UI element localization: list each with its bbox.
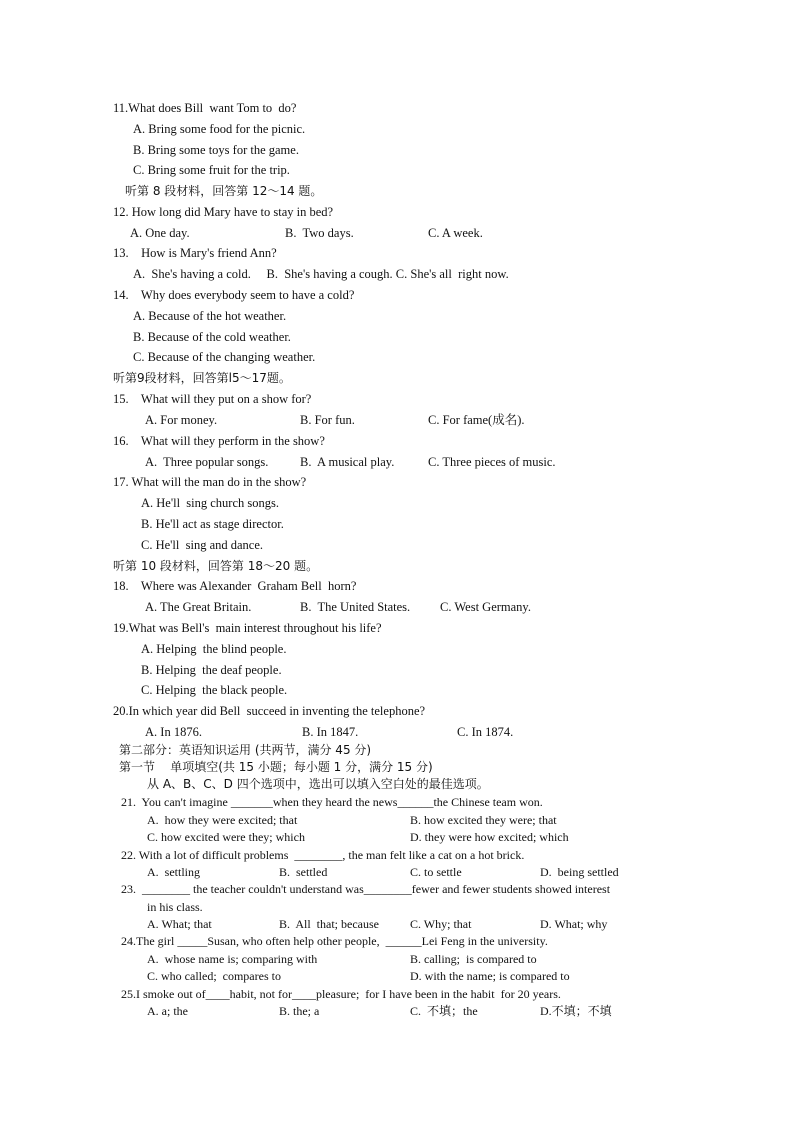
- option-14b: B. Because of the cold weather.: [133, 330, 291, 344]
- question-23-continued: in his class.: [147, 900, 203, 914]
- option-21c: C. how excited were they; which: [147, 830, 305, 844]
- option-18b: B. The United States.: [300, 600, 411, 614]
- option-22b: B. settled: [279, 865, 328, 879]
- option-22c: C. to settle: [410, 865, 462, 879]
- question-17: 17. What will the man do in the show?: [113, 475, 307, 489]
- option-25a: A. a; the: [147, 1004, 188, 1018]
- question-21: 21. You can't imagine _______when they heard the news______the Chinese team won.: [121, 795, 543, 809]
- question-15: 15. What will they put on a show for?: [113, 392, 312, 406]
- option-17c: C. He'll sing and dance.: [141, 538, 264, 552]
- option-20b: B. In 1847.: [302, 725, 359, 739]
- question-12: 12. How long did Mary have to stay in bed?: [113, 205, 334, 219]
- option-23d: D. What; why: [540, 917, 608, 931]
- question-14: 14. Why does everybody seem to have a cold?: [113, 288, 355, 302]
- option-19c: C. Helping the black people.: [141, 683, 288, 697]
- option-14a: A. Because of the hot weather.: [133, 309, 287, 323]
- option-15b: B. For fun.: [300, 413, 355, 427]
- option-18c: C. West Germany.: [440, 600, 531, 614]
- section-instruction-10: 听第 10 段材料，回答第 18～20 题。: [113, 559, 319, 573]
- option-12a: A. One day.: [130, 226, 190, 240]
- option-24c: C. who called; compares to: [147, 969, 281, 983]
- option-23a: A. What; that: [147, 917, 212, 931]
- question-23: 23. ________ the teacher couldn't understand was________fewer and fewer students showed interest: [121, 882, 611, 896]
- option-25d: D.不填；不填: [540, 1004, 612, 1018]
- option-17a: A. He'll sing church songs.: [141, 496, 280, 510]
- option-15c: C. For fame(成名).: [428, 413, 525, 427]
- option-14c: C. Because of the changing weather.: [133, 350, 316, 364]
- section-instruction-9: 听第9段材料，回答第l5～17题。: [113, 371, 291, 385]
- option-19a: A. Helping the blind people.: [141, 642, 287, 656]
- question-19: 19.What was Bell's main interest throughout his life?: [113, 621, 382, 635]
- options-13: A. She's having a cold. B. She's having a cough. C. She's all right now.: [133, 267, 509, 281]
- option-19b: B. Helping the deaf people.: [141, 663, 282, 677]
- option-17b: B. He'll act as stage director.: [141, 517, 284, 531]
- option-11a: A. Bring some food for the picnic.: [133, 122, 306, 136]
- section-instruction-8: 听第 8 段材料，回答第 12～14 题。: [125, 184, 323, 198]
- question-22: 22. With a lot of difficult problems ________, the man felt like a cat on a hot brick.: [121, 848, 525, 862]
- question-18: 18. Where was Alexander Graham Bell horn?: [113, 579, 357, 593]
- option-21b: B. how excited they were; that: [410, 813, 557, 827]
- option-20a: A. In 1876.: [145, 725, 202, 739]
- section-one-instruction: 从 A、B、C、D 四个选项中，选出可以填入空白处的最佳选项。: [147, 777, 489, 791]
- question-13: 13. How is Mary's friend Ann?: [113, 246, 277, 260]
- question-11: 11.What does Bill want Tom to do?: [113, 101, 297, 115]
- question-20: 20.In which year did Bell succeed in inventing the telephone?: [113, 704, 426, 718]
- section-one-heading: 第一节 单项填空(共 15 小题；每小题 1 分，满分 15 分): [119, 760, 433, 774]
- option-25c: C. 不填；the: [410, 1004, 478, 1018]
- option-16c: C. Three pieces of music.: [428, 455, 556, 469]
- option-21d: D. they were how excited; which: [410, 830, 569, 844]
- option-23b: B. All that; because: [279, 917, 379, 931]
- question-16: 16. What will they perform in the show?: [113, 434, 325, 448]
- option-16a: A. Three popular songs.: [145, 455, 269, 469]
- option-20c: C. In 1874.: [457, 725, 514, 739]
- part-two-heading: 第二部分：英语知识运用 (共两节，满分 45 分): [119, 743, 372, 757]
- option-11b: B. Bring some toys for the game.: [133, 143, 299, 157]
- option-16b: B. A musical play.: [300, 455, 395, 469]
- option-25b: B. the; a: [279, 1004, 320, 1018]
- option-23c: C. Why; that: [410, 917, 472, 931]
- question-24: 24.The girl _____Susan, who often help other people, ______Lei Feng in the university.: [121, 934, 548, 948]
- option-11c: C. Bring some fruit for the trip.: [133, 163, 290, 177]
- option-15a: A. For money.: [145, 413, 218, 427]
- option-18a: A. The Great Britain.: [145, 600, 252, 614]
- option-24d: D. with the name; is compared to: [410, 969, 570, 983]
- option-24a: A. whose name is; comparing with: [147, 952, 318, 966]
- option-21a: A. how they were excited; that: [147, 813, 298, 827]
- option-12c: C. A week.: [428, 226, 483, 240]
- option-22a: A. settling: [147, 865, 200, 879]
- option-12b: B. Two days.: [285, 226, 354, 240]
- option-22d: D. being settled: [540, 865, 619, 879]
- question-25: 25.I smoke out of____habit, not for____pleasure; for I have been in the habit for 20 years.: [121, 987, 561, 1001]
- option-24b: B. calling; is compared to: [410, 952, 537, 966]
